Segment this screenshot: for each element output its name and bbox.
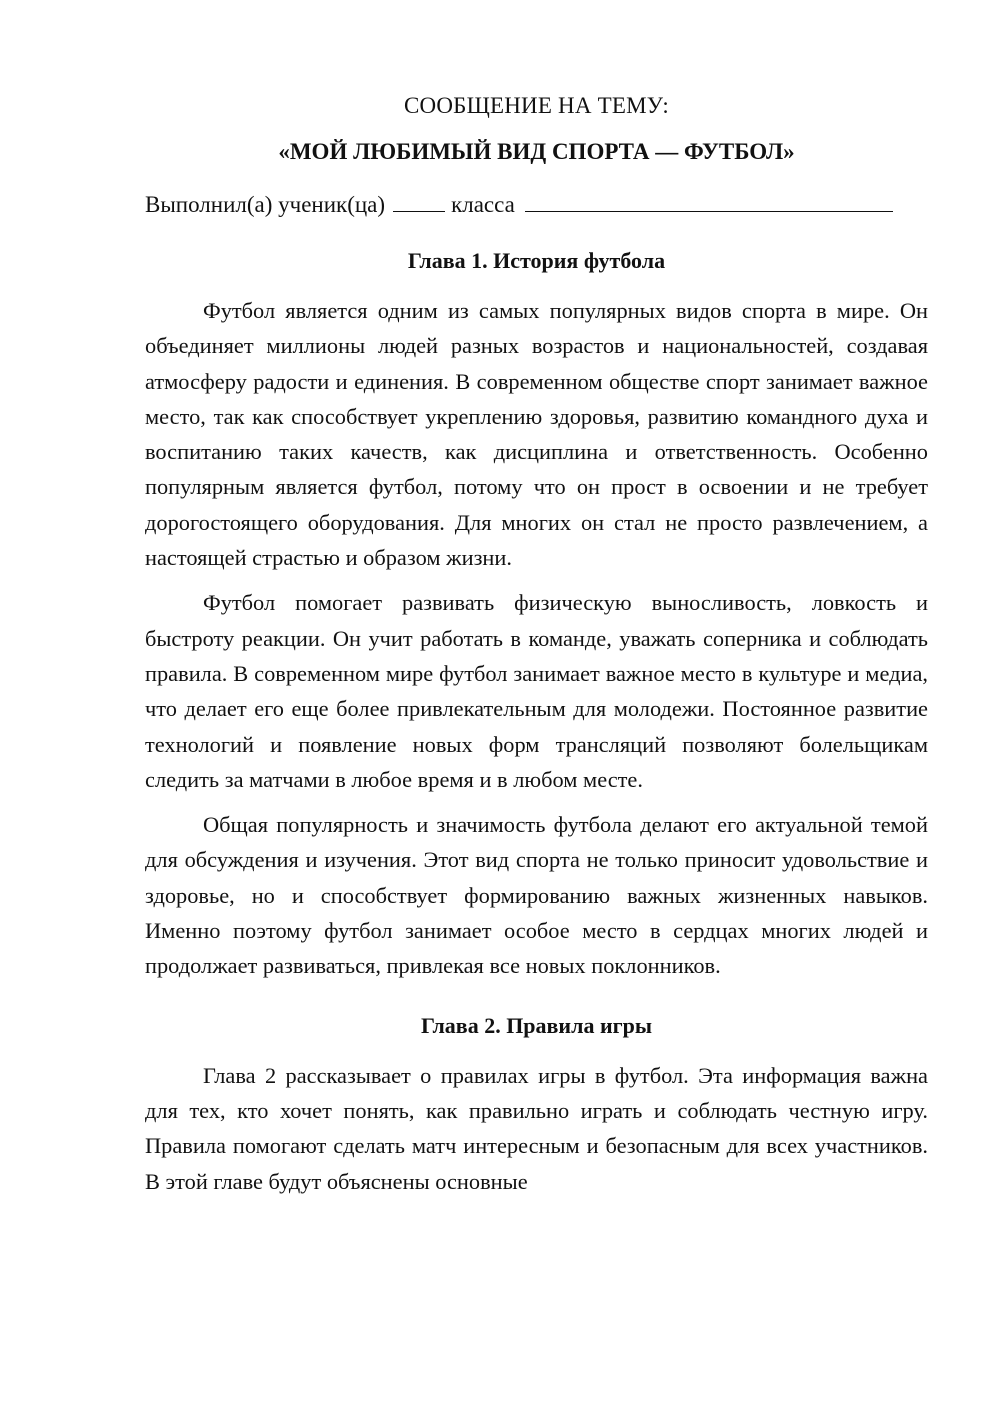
chapter1-paragraph: Общая популярность и значимость футбола делают его актуальной темой для обсуждения и изучения. Этот вид спорта не только приносит удовольствие и здоровье, но и способствует формированию важных жизненных навыков. Именно поэтому футбол занимает особое место в сердцах многих людей и продолжает развиваться, привлекая все новых поклонников. (145, 812, 928, 979)
chapter1-paragraph: Футбол является одним из самых популярных видов спорта в мире. Он объединяет миллионы людей разных возрастов и национальностей, создавая атмосферу радости и единения. В современном обществе спорт занимает важное место, так как способствует укреплению здоровья, развитию командного духа и воспитанию таких качеств, как дисциплина и ответственность. Особенно популярным является футбол, потому что он прост в освоении и не требует дорогостоящего оборудования. Для многих он стал не просто развлечением, а настоящей страстью и образом жизни. (145, 298, 928, 571)
chapter1-paragraph: Футбол помогает развивать физическую выносливость, ловкость и быстроту реакции. Он учит работать в команде, уважать соперника и соблюдать правила. В современном мире футбол занимает важное место в культуре и медиа, что делает его еще более привлекательным для молодежи. Постоянное развитие технологий и появление новых форм трансляций позволяют болельщикам следить за матчами в любое время и в любом месте. (145, 590, 928, 792)
chapter2-paragraph: Глава 2 рассказывает о правилах игры в футбол. Эта информация важна для тех, кто хочет понять, как правильно играть и соблюдать честную игру. Правила помогают сделать матч интересным и безопасным для всех участников. В этой главе будут объяснены основные (145, 1062, 928, 1194)
student-name-blank (525, 191, 893, 212)
document-title-line1: СООБЩЕНИЕ НА ТЕМУ: (404, 93, 669, 118)
document-page (145, 92, 928, 1199)
author-line (145, 191, 928, 219)
author-prefix: Выполнил(а) ученик(ца) (145, 192, 386, 217)
chapter1-title: Глава 1. История футбола (407, 248, 666, 273)
class-number-blank (393, 191, 445, 212)
chapter2-title: Глава 2. Правила игры (420, 1012, 653, 1038)
document-title-line2: «МОЙ ЛЮБИМЫЙ ВИД СПОРТА — ФУТБОЛ» (278, 139, 795, 164)
class-label: класса (451, 192, 515, 217)
